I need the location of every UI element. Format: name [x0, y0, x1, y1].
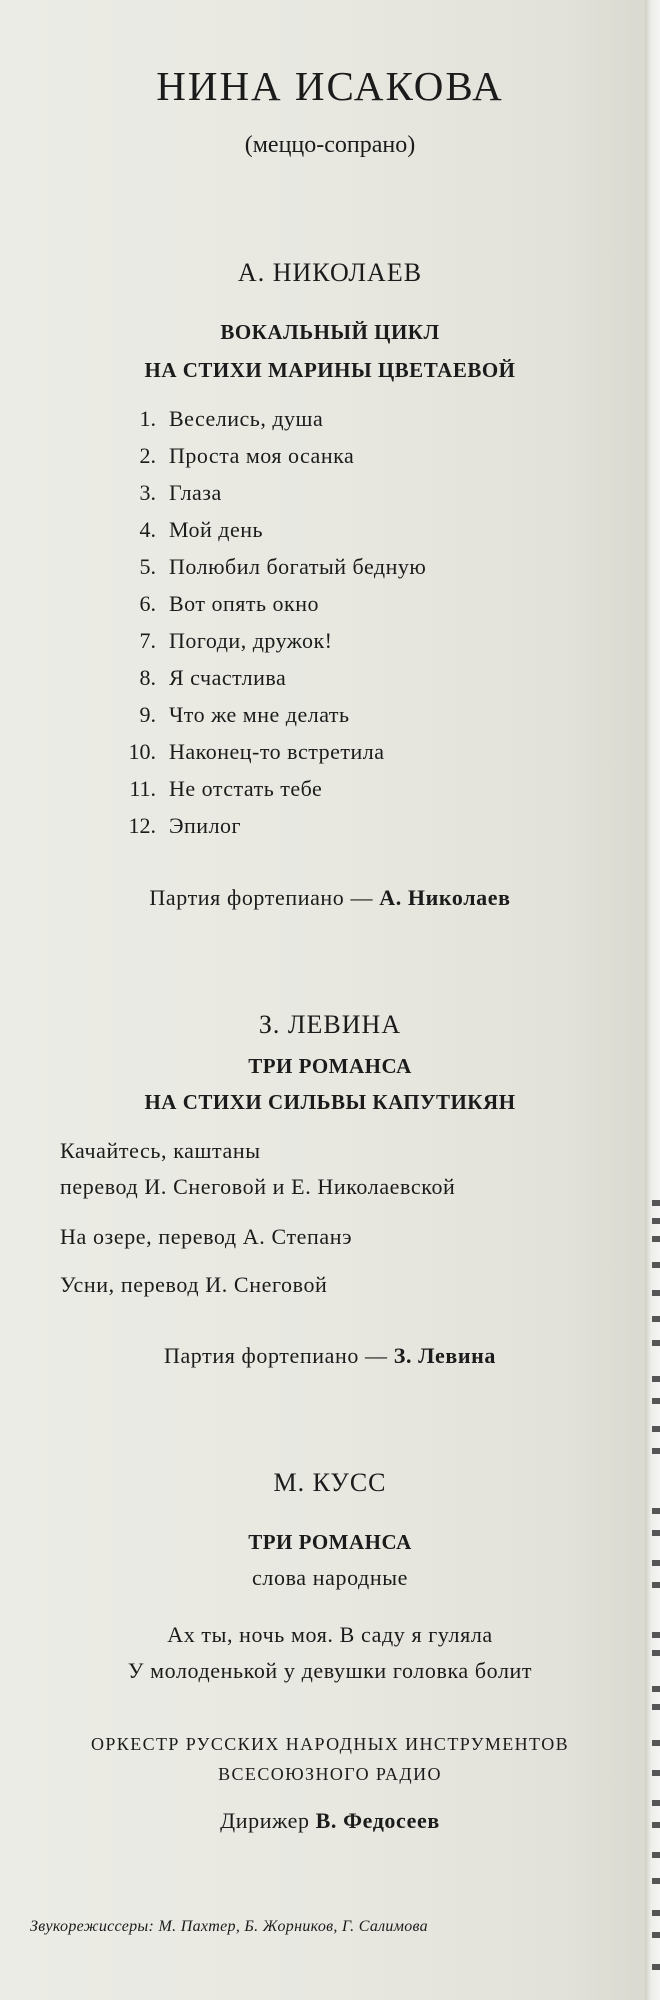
edge-text-fragment: [652, 1508, 660, 1514]
conductor-name: В. Федосеев: [315, 1808, 440, 1833]
orchestra-line1: ОРКЕСТР РУССКИХ НАРОДНЫХ ИНСТРУМЕНТОВ: [90, 1734, 570, 1754]
edge-text-fragment: [652, 1398, 660, 1404]
track-title: Не отстать тебе: [169, 776, 323, 801]
edge-text-fragment: [652, 1316, 660, 1322]
conductor-label: Дирижер: [220, 1808, 310, 1833]
edge-text-fragment: [652, 1704, 660, 1710]
sound-engineers-credit: Звукорежиссеры: М. Пахтер, Б. Жорников, Г. Салимова: [30, 1918, 428, 1935]
track-title: Наконец-то встретила: [169, 739, 385, 764]
orchestra-line2: ВСЕСОЮЗНОГО РАДИО: [218, 1764, 442, 1784]
artist-name: НИНА ИСАКОВА: [156, 63, 504, 109]
edge-text-fragment: [652, 1200, 660, 1206]
edge-text-fragment: [652, 1376, 660, 1382]
edge-text-fragment: [652, 1236, 660, 1242]
song-na-ozere: На озере, перевод А. Степанэ: [60, 1224, 353, 1249]
edge-text-fragment: [652, 1878, 660, 1884]
edge-text-fragment: [652, 1218, 660, 1224]
piano-label: Партия фортепиано —: [149, 885, 374, 910]
edge-text-fragment: [652, 1426, 660, 1432]
piano-credit-levina: [0, 1343, 660, 1369]
track-title: Я счастлива: [169, 665, 287, 690]
edge-text-fragment: [652, 1448, 660, 1454]
edge-text-fragment: [652, 1262, 660, 1268]
edge-text-fragment: [652, 1686, 660, 1692]
kuss-subtitle: слова народные: [252, 1565, 408, 1590]
piano-credit-nikolaev: [0, 885, 660, 911]
track-title: Эпилог: [169, 813, 242, 838]
pianist-name: З. Левина: [393, 1343, 497, 1368]
track-title: Вот опять окно: [169, 591, 319, 616]
adjacent-page-edge: [645, 0, 660, 2000]
track-title: Погоди, дружок!: [169, 628, 333, 653]
kuss-title: ТРИ РОМАНСА: [248, 1530, 412, 1554]
track-title: Веселись, душа: [169, 406, 324, 431]
composer-levina: З. ЛЕВИНА: [258, 1010, 402, 1039]
track-number: 3.: [139, 480, 156, 505]
edge-text-fragment: [652, 1800, 660, 1806]
composer-kuss: М. КУСС: [273, 1468, 387, 1497]
track-number: 9.: [139, 702, 156, 727]
track-number: 7.: [139, 628, 156, 653]
track-number: 10.: [128, 739, 156, 764]
track-number: 4.: [139, 517, 156, 542]
cycle-title-line1: ВОКАЛЬНЫЙ ЦИКЛ: [220, 320, 440, 344]
track-number: 11.: [129, 776, 156, 801]
song-u-molodenkoy: У молоденькой у девушки головка болит: [127, 1658, 533, 1683]
composer-nikolaev: А. НИКОЛАЕВ: [237, 258, 423, 287]
song-kachaytes-translation: перевод И. Снеговой и Е. Николаевской: [60, 1174, 456, 1199]
song-ah-ty-noch: Ах ты, ночь моя. В саду я гуляла: [167, 1622, 493, 1647]
edge-text-fragment: [652, 1910, 660, 1916]
pianist-name: А. Николаев: [379, 885, 511, 910]
track-title: Мой день: [169, 517, 264, 542]
track-number: 6.: [139, 591, 156, 616]
edge-text-fragment: [652, 1650, 660, 1656]
piano-label: Партия фортепиано —: [163, 1343, 388, 1368]
song-usni: Усни, перевод И. Снеговой: [60, 1272, 328, 1297]
edge-text-fragment: [652, 1852, 660, 1858]
edge-text-fragment: [652, 1932, 660, 1938]
edge-text-fragment: [652, 1290, 660, 1296]
edge-text-fragment: [652, 1964, 660, 1970]
romances-title-line2: НА СТИХИ СИЛЬВЫ КАПУТИКЯН: [144, 1090, 516, 1114]
song-kachaytes: Качайтесь, каштаны: [60, 1138, 261, 1163]
track-title: Полюбил богатый бедную: [169, 554, 427, 579]
track-number: 8.: [139, 665, 156, 690]
romances-title-line1: ТРИ РОМАНСА: [248, 1054, 412, 1078]
track-number: 1.: [139, 406, 156, 431]
voice-type: (меццо-сопрано): [244, 132, 416, 158]
track-title: Проста моя осанка: [169, 443, 355, 468]
track-title: Что же мне делать: [169, 702, 350, 727]
track-number: 5.: [139, 554, 156, 579]
conductor-credit: [0, 1808, 660, 1834]
track-number: 12.: [128, 813, 156, 838]
track-title: Глаза: [169, 480, 222, 505]
cycle-title-line2: НА СТИХИ МАРИНЫ ЦВЕТАЕВОЙ: [144, 358, 516, 382]
track-number: 2.: [139, 443, 156, 468]
